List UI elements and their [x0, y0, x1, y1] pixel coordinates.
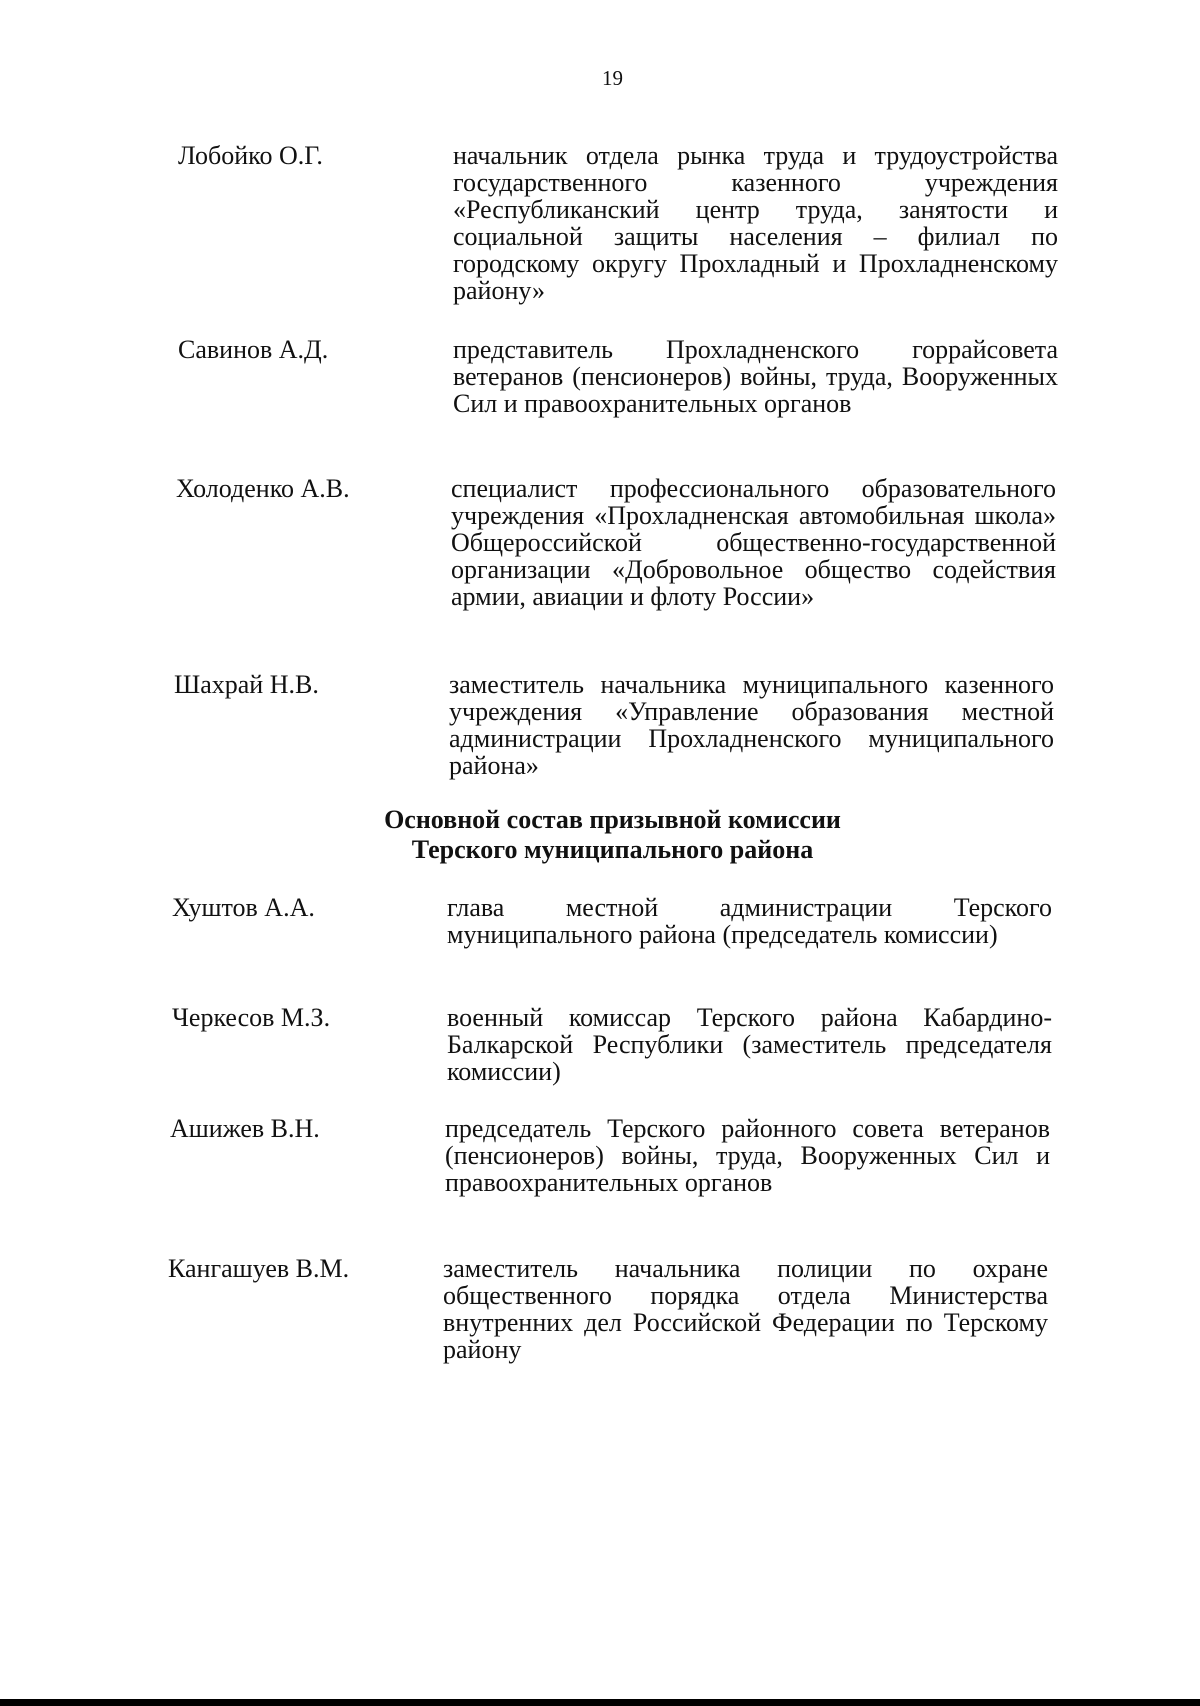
member-role: глава местной администрации Терского муниципального района (председатель комиссии) — [447, 893, 1052, 949]
commission-member-entry — [172, 894, 1052, 948]
member-role: представитель Прохладненского горрайсовета ветеранов (пенсионеров) войны, труда, Вооруженных Сил и правоохранительных органов — [453, 335, 1058, 418]
commission-member-entry — [176, 475, 1056, 610]
commission-member-entry — [170, 1115, 1050, 1196]
commission-member-entry — [172, 1004, 1052, 1085]
member-role: начальник отдела рынка труда и трудоустройства государственного казенного учреждения «Республиканский центр труда, занятости и социальной защиты населения – филиал по городскому округу Прохладный и Прохладненскому району» — [453, 141, 1058, 305]
member-name: Савинов А.Д. — [178, 335, 329, 364]
commission-member-entry — [174, 671, 1054, 779]
commission-member-entry — [168, 1255, 1048, 1363]
scan-edge-line — [0, 1699, 1200, 1706]
member-name: Кангашуев В.М. — [168, 1254, 350, 1283]
member-name: Хуштов А.А. — [172, 893, 315, 922]
section-title-line: Основной состав призывной комиссии — [384, 805, 841, 834]
member-name: Черкесов М.З. — [172, 1003, 331, 1032]
commission-member-entry — [178, 336, 1058, 417]
member-role: заместитель начальника муниципального казенного учреждения «Управление образования местной администрации Прохладненского муниципального района» — [449, 670, 1054, 780]
section-title — [0, 805, 1200, 865]
member-name: Шахрай Н.В. — [174, 670, 319, 699]
commission-member-entry — [178, 142, 1058, 304]
member-name: Холоденко А.В. — [176, 474, 350, 503]
member-role: заместитель начальника полиции по охране общественного порядка отдела Министерства внутренних дел Российской Федерации по Терскому району — [443, 1254, 1048, 1364]
member-role: военный комиссар Терского района Кабардино-Балкарской Республики (заместитель председателя комиссии) — [447, 1003, 1052, 1086]
page-number: 19 — [602, 66, 623, 90]
member-role: специалист профессионального образовательного учреждения «Прохладненская автомобильная школа» Общероссийской общественно-государственной организации «Добровольное общество содействия армии, авиации и флоту России» — [451, 474, 1056, 611]
section-title-line: Терского муниципального района — [411, 835, 814, 864]
member-role: председатель Терского районного совета ветеранов (пенсионеров) войны, труда, Вооруженных Сил и правоохранительных органов — [445, 1114, 1050, 1197]
member-name: Лобойко О.Г. — [178, 141, 323, 170]
member-name: Ашижев В.Н. — [170, 1114, 320, 1143]
